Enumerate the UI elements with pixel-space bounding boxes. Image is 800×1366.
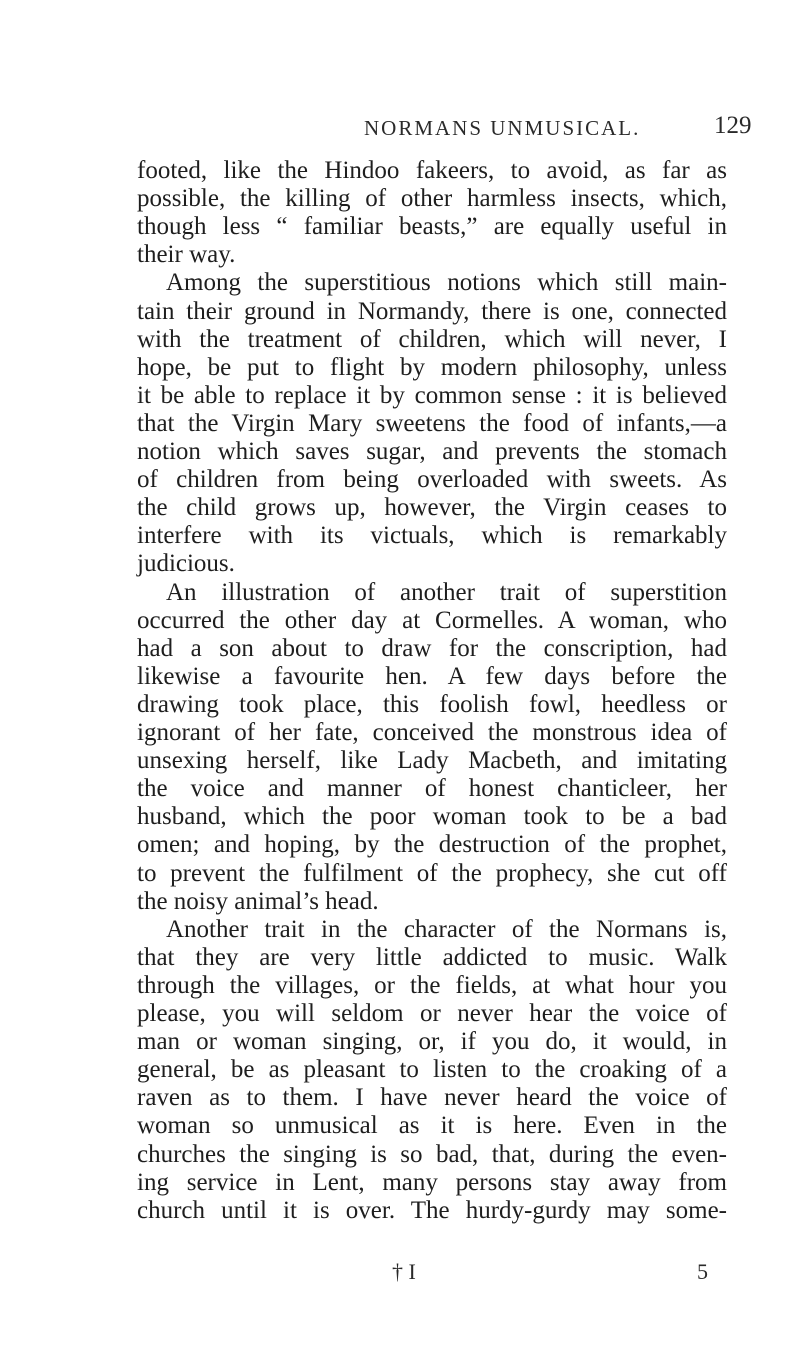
text-line: hope, be put to flight by modern philosophy, unless <box>137 353 727 381</box>
text-line: interfere with its victuals, which is remarkably <box>137 522 727 550</box>
text-line: their way. <box>137 241 236 269</box>
text-line: the noisy animal’s head. <box>137 887 379 915</box>
text-line: raven as to them. I have never heard the voice of <box>137 1084 727 1112</box>
text-line: through the villages, or the fields, at what hour you <box>137 971 727 999</box>
text-line: Among the superstitious notions which still main- <box>166 269 727 297</box>
text-line: footed, like the Hindoo fakeers, to avoid, as far as <box>137 157 727 184</box>
text-line: general, be as pleasant to listen to the croaking of a <box>137 1056 727 1084</box>
text-line: of children from being overloaded with sweets. As <box>137 466 727 494</box>
page-number: 129 <box>714 112 752 139</box>
text-line: Another trait in the character of the Normans is, <box>166 915 727 943</box>
text-line: drawing took place, this foolish fowl, heedless or <box>137 690 727 718</box>
text-line: omen; and hoping, by the destruction of the prophet, <box>137 831 727 859</box>
signature-line <box>0 1259 800 1289</box>
text-line: the voice and manner of honest chanticleer, her <box>137 775 727 803</box>
running-head: NORMANS UNMUSICAL. <box>364 116 641 140</box>
signature-mark: † I <box>392 1259 416 1284</box>
text-line: husband, which the poor woman took to be a bad <box>137 803 727 831</box>
text-line: with the treatment of children, which will never, I <box>137 325 727 353</box>
text-line: notion which saves sugar, and prevents the stomach <box>137 438 727 465</box>
text-line: the child grows up, however, the Virgin ceases to <box>137 494 727 522</box>
text-line: though less “ familiar beasts,” are equally useful in <box>137 213 727 241</box>
text-line: tain their ground in Normandy, there is one, connected <box>137 297 727 325</box>
text-line: to prevent the fulfilment of the prophecy, she cut off <box>137 859 727 887</box>
text-line: churches the singing is so bad, that, during the even- <box>137 1140 727 1168</box>
text-line: man or woman singing, or, if you do, it would, in <box>137 1028 727 1056</box>
text-line: judicious. <box>137 550 235 578</box>
text-line: occurred the other day at Cormelles. A woman, who <box>137 606 727 634</box>
text-line: possible, the killing of other harmless insects, which, <box>137 185 727 213</box>
text-line: An illustration of another trait of superstition <box>166 578 727 606</box>
text-line: ing service in Lent, many persons stay away from <box>137 1168 727 1196</box>
text-line: that they are very little addicted to music. Walk <box>137 943 727 971</box>
text-line: unsexing herself, like Lady Macbeth, and imitating <box>137 747 727 775</box>
text-line: church until it is over. The hurdy-gurdy may some- <box>137 1196 727 1224</box>
text-line: woman so unmusical as it is here. Even in the <box>137 1112 727 1140</box>
signature-number: 5 <box>697 1259 708 1284</box>
text-line: it be able to replace it by common sense : it is believed <box>137 381 727 409</box>
text-line: had a son about to draw for the conscription, had <box>137 634 727 662</box>
text-line: please, you will seldom or never hear the voice of <box>137 1000 727 1027</box>
text-line: ignorant of her fate, conceived the monstrous idea of <box>137 719 727 746</box>
text-line: that the Virgin Mary sweetens the food of infants,—a <box>137 409 727 437</box>
text-line: likewise a favourite hen. A few days before the <box>137 662 727 690</box>
